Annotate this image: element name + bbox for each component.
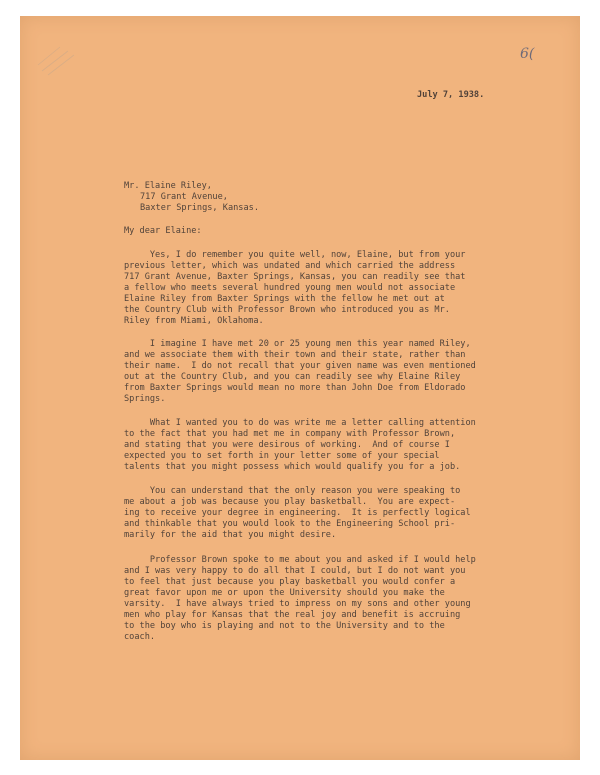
paragraph-5-line: and I was very happy to do all that I could, but I do not want you (124, 566, 466, 576)
paragraph-4-line: me about a job was because you play basketball. You are expect- (124, 497, 456, 507)
recipient-city: Baxter Springs, Kansas. (140, 203, 259, 213)
letter-date: July 7, 1938. (417, 90, 485, 100)
paragraph-5-line: to feel that just because you play basketball you would confer a (124, 577, 456, 587)
recipient-street: 717 Grant Avenue, (140, 192, 228, 202)
paragraph-1-line: a fellow who meets several hundred young men would not associate (124, 283, 456, 293)
paragraph-1-line: Elaine Riley from Baxter Springs with the fellow he met out at (124, 294, 445, 304)
paragraph-3-line: and stating that you were desirous of working. And of course I (124, 440, 450, 450)
paragraph-5-line: men who play for Kansas that the real joy and benefit is accruing (124, 610, 461, 620)
paragraph-3-line: to the fact that you had met me in company with Professor Brown, (124, 429, 456, 439)
paragraph-3-line: talents that you might possess which would qualify you for a job. (124, 462, 461, 472)
paragraph-2-line: and we associate them with their town and their state, rather than (124, 350, 466, 360)
paragraph-2-line: from Baxter Springs would mean no more than John Doe from Eldorado (124, 383, 466, 393)
paragraph-5-line: varsity. I have always tried to impress on my sons and other young (124, 599, 471, 609)
paragraph-5-line: great favor upon me or upon the University should you make the (124, 588, 445, 598)
paragraph-5-line: to the boy who is playing and not to the University and to the (124, 621, 445, 631)
recipient-name: Mr. Elaine Riley, (124, 181, 212, 191)
paragraph-2-line: I imagine I have met 20 or 25 young men this year named Riley, (124, 339, 471, 349)
paragraph-4-line: and thinkable that you would look to the Engineering School pri- (124, 519, 456, 529)
paragraph-4-line: You can understand that the only reason you were speaking to (124, 486, 461, 496)
paragraph-1-line: Riley from Miami, Oklahoma. (124, 316, 264, 326)
paragraph-4-line: ing to receive your degree in engineering. It is perfectly logical (124, 508, 471, 518)
paragraph-1-line: the Country Club with Professor Brown who introduced you as Mr. (124, 305, 450, 315)
paragraph-4-line: marily for the aid that you might desire. (124, 530, 337, 540)
pencil-smudge-marks (30, 25, 85, 80)
paragraph-3-line: What I wanted you to do was write me a letter calling attention (124, 418, 476, 428)
paragraph-5-line: Professor Brown spoke to me about you and asked if I would help (124, 555, 476, 565)
paragraph-2-line: their name. I do not recall that your given name was even mentioned (124, 361, 476, 371)
paragraph-1-line: 717 Grant Avenue, Baxter Springs, Kansas, you can readily see that (124, 272, 466, 282)
paragraph-1-line: Yes, I do remember you quite well, now, Elaine, but from your (124, 250, 466, 260)
paragraph-2-line: out at the Country Club, and you can readily see why Elaine Riley (124, 372, 461, 382)
paragraph-1-line: previous letter, which was undated and which carried the address (124, 261, 456, 271)
page-number-mark: 6( (520, 46, 535, 62)
paragraph-3-line: expected you to set forth in your letter some of your special (124, 451, 440, 461)
salutation: My dear Elaine: (124, 226, 202, 236)
paragraph-2-line: Springs. (124, 394, 166, 404)
paragraph-5-line: coach. (124, 632, 156, 642)
